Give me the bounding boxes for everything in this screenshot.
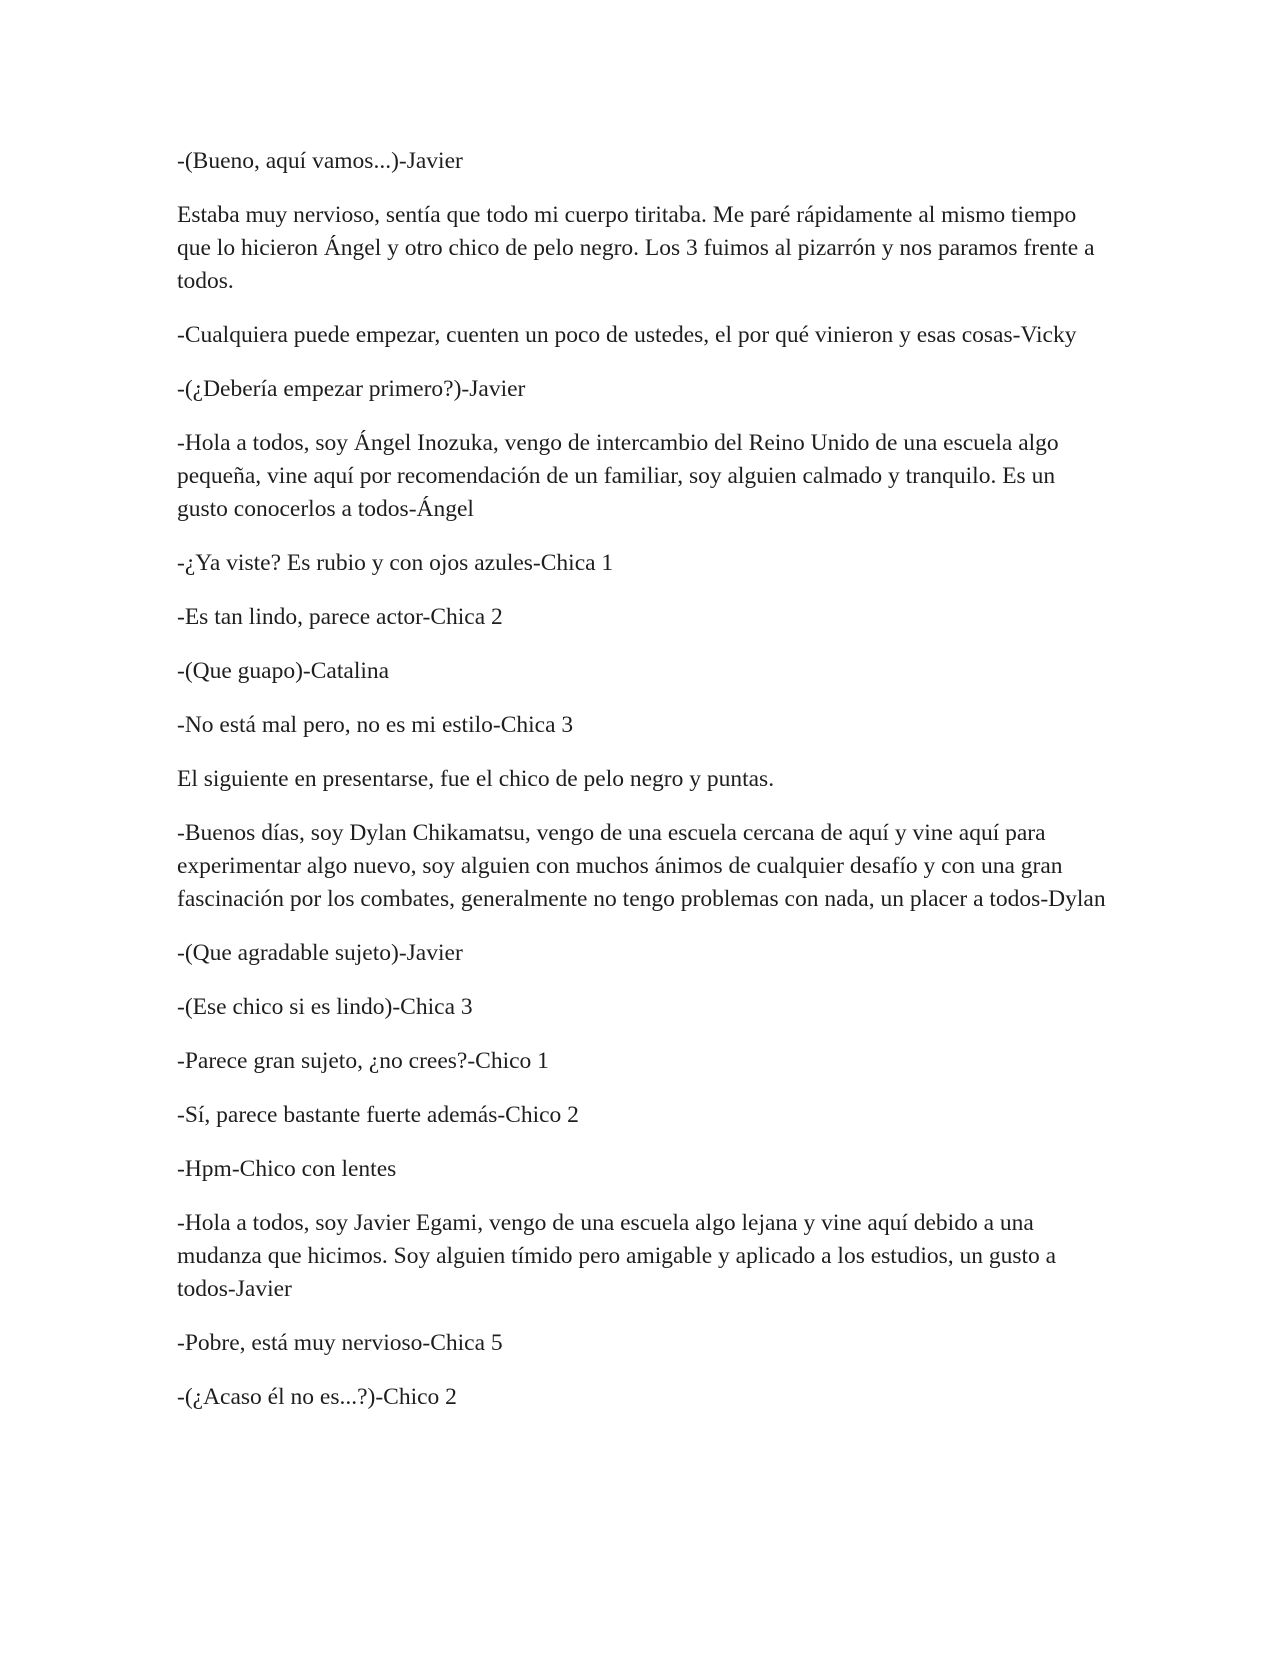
paragraph: -Parece gran sujeto, ¿no crees?-Chico 1 — [177, 1048, 549, 1074]
paragraph: -Buenos días, soy Dylan Chikamatsu, vengo de una escuela cercana de aquí y vine aquí para experimentar algo nuevo, soy alguien con muchos ánimos de cualquier desafío y con una gran fascinación por los combates, generalmente no tengo problemas con nada, un placer a todos-Dylan — [177, 820, 1106, 912]
paragraph: El siguiente en presentarse, fue el chico de pelo negro y puntas. — [177, 766, 775, 792]
paragraph: -¿Ya viste? Es rubio y con ojos azules-Chica 1 — [177, 550, 614, 576]
paragraph: -Es tan lindo, parece actor-Chica 2 — [177, 604, 503, 630]
paragraph: -(Que agradable sujeto)-Javier — [177, 940, 463, 966]
paragraph: -Sí, parece bastante fuerte además-Chico 2 — [177, 1102, 579, 1128]
paragraph: -Cualquiera puede empezar, cuenten un poco de ustedes, el por qué vinieron y esas cosas-Vicky — [177, 322, 1077, 348]
paragraph: -(Bueno, aquí vamos...)-Javier — [177, 148, 463, 174]
paragraph: Estaba muy nervioso, sentía que todo mi cuerpo tiritaba. Me paré rápidamente al mismo tiempo que lo hicieron Ángel y otro chico de pelo negro. Los 3 fuimos al pizarrón y nos paramos frente a todos. — [177, 202, 1095, 294]
paragraph: -No está mal pero, no es mi estilo-Chica 3 — [177, 712, 574, 738]
paragraph: -(¿Acaso él no es...?)-Chico 2 — [177, 1384, 457, 1410]
paragraph: -Pobre, está muy nervioso-Chica 5 — [177, 1330, 503, 1356]
document-body — [177, 145, 1107, 1435]
paragraph: -Hola a todos, soy Javier Egami, vengo de una escuela algo lejana y vine aquí debido a una mudanza que hicimos. Soy alguien tímido pero amigable y aplicado a los estudios, un gusto a todos-Javier — [177, 1210, 1057, 1302]
paragraph: -(¿Debería empezar primero?)-Javier — [177, 376, 526, 402]
paragraph: -Hpm-Chico con lentes — [177, 1156, 397, 1182]
paragraph: -(Ese chico si es lindo)-Chica 3 — [177, 994, 473, 1020]
paragraph: -(Que guapo)-Catalina — [177, 658, 390, 684]
paragraph: -Hola a todos, soy Ángel Inozuka, vengo de intercambio del Reino Unido de una escuela algo pequeña, vine aquí por recomendación de un familiar, soy alguien calmado y tranquilo. Es un gusto conocerlos a todos-Ángel — [177, 430, 1059, 522]
